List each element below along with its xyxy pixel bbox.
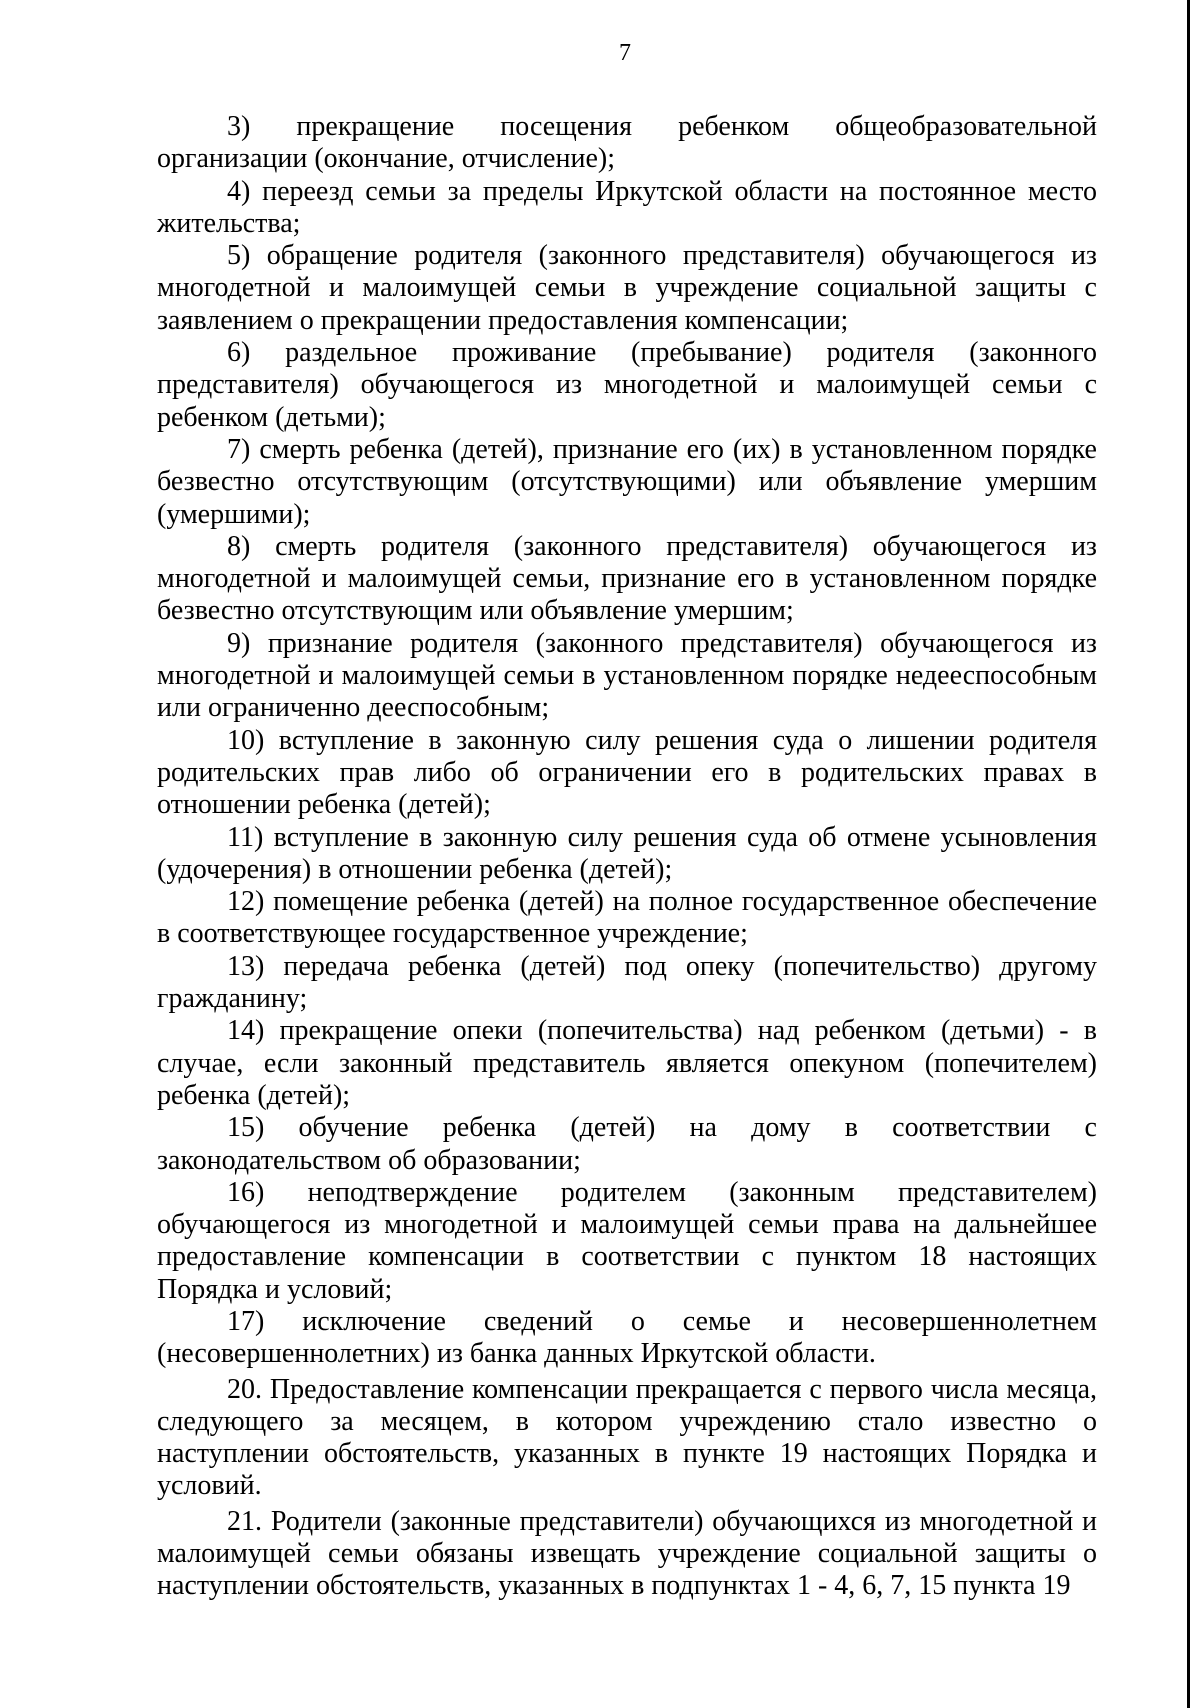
list-item-17: 17) исключение сведений о семье и несовершеннолетнем (несовершеннолетних) из банка данных Иркутской области. bbox=[157, 1305, 1097, 1370]
document-body bbox=[157, 111, 1097, 1603]
list-item-9: 9) признание родителя (законного представителя) обучающегося из многодетной и малоимущей семьи в установленном порядке недееспособным или ограниченно дееспособным; bbox=[157, 627, 1097, 724]
list-item-11: 11) вступление в законную силу решения суда об отмене усыновления (удочерения) в отношении ребенка (детей); bbox=[157, 821, 1097, 885]
page-number: 7 bbox=[619, 40, 631, 66]
list-item-16: 16) неподтверждение родителем (законным представителем) обучающегося из многодетной и малоимущей семьи права на дальнейшее предоставление компенсации в соответствии с пунктом 18 настоящих Порядка и условий; bbox=[157, 1176, 1097, 1305]
list-item-13: 13) передача ребенка (детей) под опеку (попечительство) другому гражданину; bbox=[157, 950, 1097, 1015]
list-item-14: 14) прекращение опеки (попечительства) над ребенком (детьми) - в случае, если законный представитель является опекуном (попечителем) ребенка (детей); bbox=[157, 1015, 1097, 1111]
clause-21: 21. Родители (законные представители) обучающихся из многодетной и малоимущей семьи обязаны извещать учреждение социальной защиты о наступлении обстоятельств, указанных в подпунктах 1 - 4, 6, 7, 15 пункта 19 bbox=[157, 1505, 1097, 1602]
list-item-8: 8) смерть родителя (законного представителя) обучающегося из многодетной и малоимущей семьи, признание его в установленном порядке безвестно отсутствующим или объявление умершим; bbox=[157, 530, 1097, 627]
list-item-5: 5) обращение родителя (законного представителя) обучающегося из многодетной и малоимущей семьи в учреждение социальной защиты с заявлением о прекращении предоставления компенсации; bbox=[157, 240, 1097, 336]
list-item-15: 15) обучение ребенка (детей) на дому в соответствии с законодательством об образовании; bbox=[157, 1112, 1097, 1176]
list-item-6: 6) раздельное проживание (пребывание) родителя (законного представителя) обучающегося из многодетной и малоимущей семьи с ребенком (детьми); bbox=[157, 337, 1097, 433]
list-item-7: 7) смерть ребенка (детей), признание его (их) в установленном порядке безвестно отсутствующим (отсутствующими) или объявление умершим (умершими); bbox=[157, 433, 1097, 530]
list-item-3: 3) прекращение посещения ребенком общеобразовательной организации (окончание, отчисление); bbox=[157, 111, 1097, 175]
list-item-4: 4) переезд семьи за пределы Иркутской области на постоянное место жительства; bbox=[157, 175, 1097, 239]
page-edge-line bbox=[1187, 0, 1190, 1708]
list-item-12: 12) помещение ребенка (детей) на полное государственное обеспечение в соответствующее государственное учреждение; bbox=[157, 886, 1097, 950]
clause-20: 20. Предоставление компенсации прекращается с первого числа месяца, следующего за месяцем, в котором учреждению стало известно о наступлении обстоятельств, указанных в пункте 19 настоящих Порядка и условий. bbox=[157, 1373, 1097, 1502]
list-item-10: 10) вступление в законную силу решения суда о лишении родителя родительских прав либо об ограничении его в родительских правах в отношении ребенка (детей); bbox=[157, 724, 1097, 821]
